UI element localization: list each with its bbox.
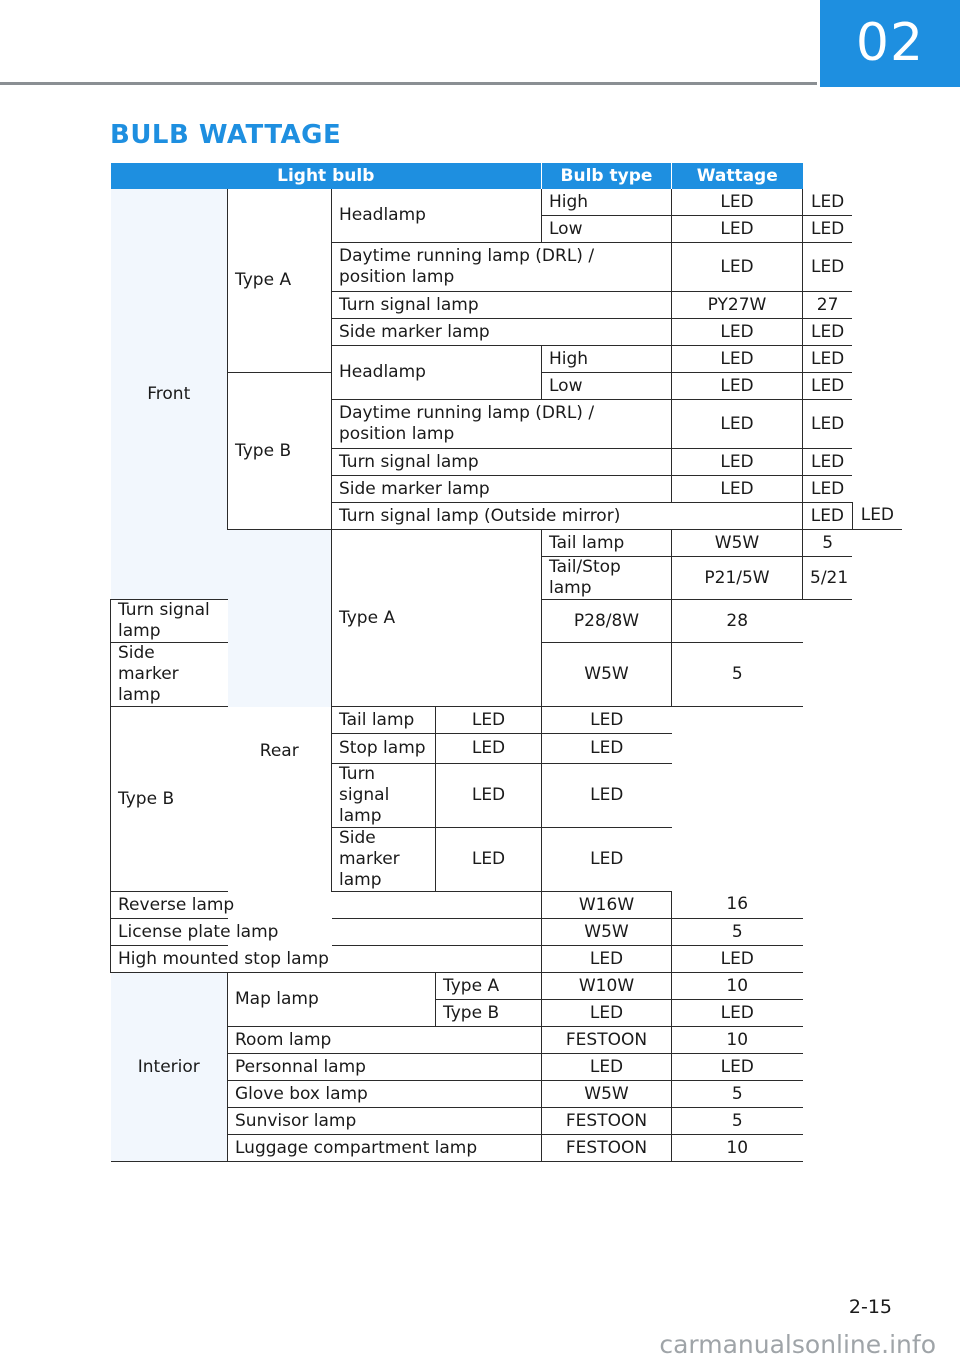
bulb-type-cell: W5W (672, 530, 803, 557)
bulb-type-cell: LED (672, 216, 803, 243)
bulb-type-cell: PY27W (672, 292, 803, 319)
sub-label: High (542, 189, 672, 216)
wattage-cell: LED (803, 243, 853, 292)
bulb-type-cell: LED (436, 764, 542, 828)
bulb-name: Sunvisor lamp (228, 1108, 542, 1135)
bulb-name: High mounted stop lamp (111, 946, 542, 973)
bulb-type-cell: LED (803, 503, 853, 530)
header-bulb-type: Bulb type (542, 163, 672, 189)
sub-label: Type A (436, 973, 542, 1000)
bulb-name: Reverse lamp (111, 892, 542, 919)
bulb-type-cell: W5W (542, 1081, 672, 1108)
bulb-name: Headlamp (332, 189, 542, 243)
wattage-cell: LED (542, 707, 672, 734)
bulb-type-cell: LED (672, 319, 803, 346)
bulb-type-cell: LED (436, 828, 542, 892)
bulb-name: License plate lamp (111, 919, 542, 946)
table-row (111, 1081, 903, 1108)
bulb-name: Turn signal lamp (332, 292, 672, 319)
page-number: 2-15 (848, 1296, 892, 1318)
bulb-type-cell: LED (672, 373, 803, 400)
wattage-cell: LED (542, 734, 672, 764)
wattage-cell: LED (542, 828, 672, 892)
wattage-cell: 10 (672, 1027, 803, 1054)
category-front: Front (111, 189, 228, 600)
table-header-row (111, 163, 903, 189)
bulb-type-cell: LED (542, 1054, 672, 1081)
wattage-cell: 10 (672, 1135, 803, 1162)
bulb-name: Personnal lamp (228, 1054, 542, 1081)
bulb-type-cell: LED (542, 1000, 672, 1027)
wattage-cell: 5 (672, 1108, 803, 1135)
table-row (111, 707, 903, 734)
bulb-type-cell: FESTOON (542, 1108, 672, 1135)
bulb-name: Daytime running lamp (DRL) / position lamp (332, 400, 672, 449)
bulb-type-cell: LED (542, 946, 672, 973)
sub-label: Type B (436, 1000, 542, 1027)
bulb-type-cell: LED (672, 346, 803, 373)
variant-label: Type B (228, 373, 332, 530)
wattage-cell: LED (803, 189, 853, 216)
wattage-cell: 28 (672, 600, 803, 643)
bulb-type-cell: W10W (542, 973, 672, 1000)
bulb-type-cell: LED (672, 449, 803, 476)
table-row (111, 1135, 903, 1162)
table-row (111, 892, 903, 919)
wattage-cell: 10 (672, 973, 803, 1000)
bulb-type-cell: FESTOON (542, 1027, 672, 1054)
wattage-cell: 5 (672, 919, 803, 946)
bulb-name: Turn signal lamp (332, 764, 436, 828)
bulb-name: Map lamp (228, 973, 436, 1027)
wattage-cell: 5 (672, 1081, 803, 1108)
header-wattage: Wattage (672, 163, 803, 189)
wattage-cell: LED (672, 1000, 803, 1027)
table-row (111, 530, 903, 557)
bulb-name: Daytime running lamp (DRL) / position lamp (332, 243, 672, 292)
wattage-cell: LED (542, 764, 672, 828)
bulb-name: Headlamp (332, 346, 542, 400)
wattage-cell: LED (803, 400, 853, 449)
bulb-type-cell: LED (672, 189, 803, 216)
bulb-type-cell: LED (436, 707, 542, 734)
bulb-name: Room lamp (228, 1027, 542, 1054)
bulb-name: Turn signal lamp (Outside mirror) (332, 503, 803, 530)
table-row (111, 946, 903, 973)
variant-label: Type A (228, 189, 332, 373)
wattage-cell: LED (803, 476, 853, 503)
wattage-cell: LED (852, 503, 902, 530)
chapter-tab: 02 (820, 0, 960, 87)
wattage-cell: LED (803, 319, 853, 346)
variant-label: Type A (332, 530, 542, 707)
wattage-cell: LED (672, 946, 803, 973)
wattage-cell: LED (803, 373, 853, 400)
sub-label: High (542, 346, 672, 373)
bulb-type-cell: LED (672, 476, 803, 503)
section-title: BULB WATTAGE (110, 120, 342, 150)
bulb-name: Side marker lamp (111, 643, 228, 707)
bulb-name: Tail lamp (542, 530, 672, 557)
table-row (111, 1054, 903, 1081)
wattage-cell: 5 (672, 643, 803, 707)
table-row (111, 1108, 903, 1135)
bulb-name: Stop lamp (332, 734, 436, 764)
bulb-type-cell: W5W (542, 643, 672, 707)
category-rear: Rear (228, 530, 332, 973)
sub-label: Low (542, 373, 672, 400)
header-rule (0, 82, 817, 85)
table-row (111, 1027, 903, 1054)
wattage-cell: 5 (803, 530, 853, 557)
bulb-wattage-table (110, 163, 902, 1162)
bulb-name: Luggage compartment lamp (228, 1135, 542, 1162)
bulb-name: Tail lamp (332, 707, 436, 734)
bulb-type-cell: LED (672, 243, 803, 292)
bulb-name: Glove box lamp (228, 1081, 542, 1108)
wattage-cell: 27 (803, 292, 853, 319)
bulb-type-cell: LED (672, 400, 803, 449)
bulb-name: Turn signal lamp (332, 449, 672, 476)
bulb-name: Side marker lamp (332, 476, 672, 503)
bulb-type-cell: W16W (542, 892, 672, 919)
wattage-cell: LED (803, 216, 853, 243)
watermark: carmanualsonline.info (659, 1330, 936, 1359)
bulb-type-cell: P21/5W (672, 557, 803, 600)
category-interior: Interior (111, 973, 228, 1162)
wattage-cell: 16 (672, 892, 803, 919)
bulb-name: Side marker lamp (332, 828, 436, 892)
sub-label: Low (542, 216, 672, 243)
header-light-bulb: Light bulb (111, 163, 542, 189)
bulb-name: Tail/Stop lamp (542, 557, 672, 600)
bulb-name: Turn signal lamp (111, 600, 228, 643)
bulb-type-cell: P28/8W (542, 600, 672, 643)
wattage-cell: LED (803, 449, 853, 476)
bulb-type-cell: FESTOON (542, 1135, 672, 1162)
wattage-cell: LED (672, 1054, 803, 1081)
table-row (111, 189, 903, 216)
wattage-cell: LED (803, 346, 853, 373)
bulb-type-cell: W5W (542, 919, 672, 946)
variant-label: Type B (111, 707, 332, 892)
bulb-type-cell: LED (436, 734, 542, 764)
bulb-name: Side marker lamp (332, 319, 672, 346)
table-row (111, 919, 903, 946)
table-row (111, 973, 903, 1000)
wattage-cell: 5/21 (803, 557, 853, 600)
